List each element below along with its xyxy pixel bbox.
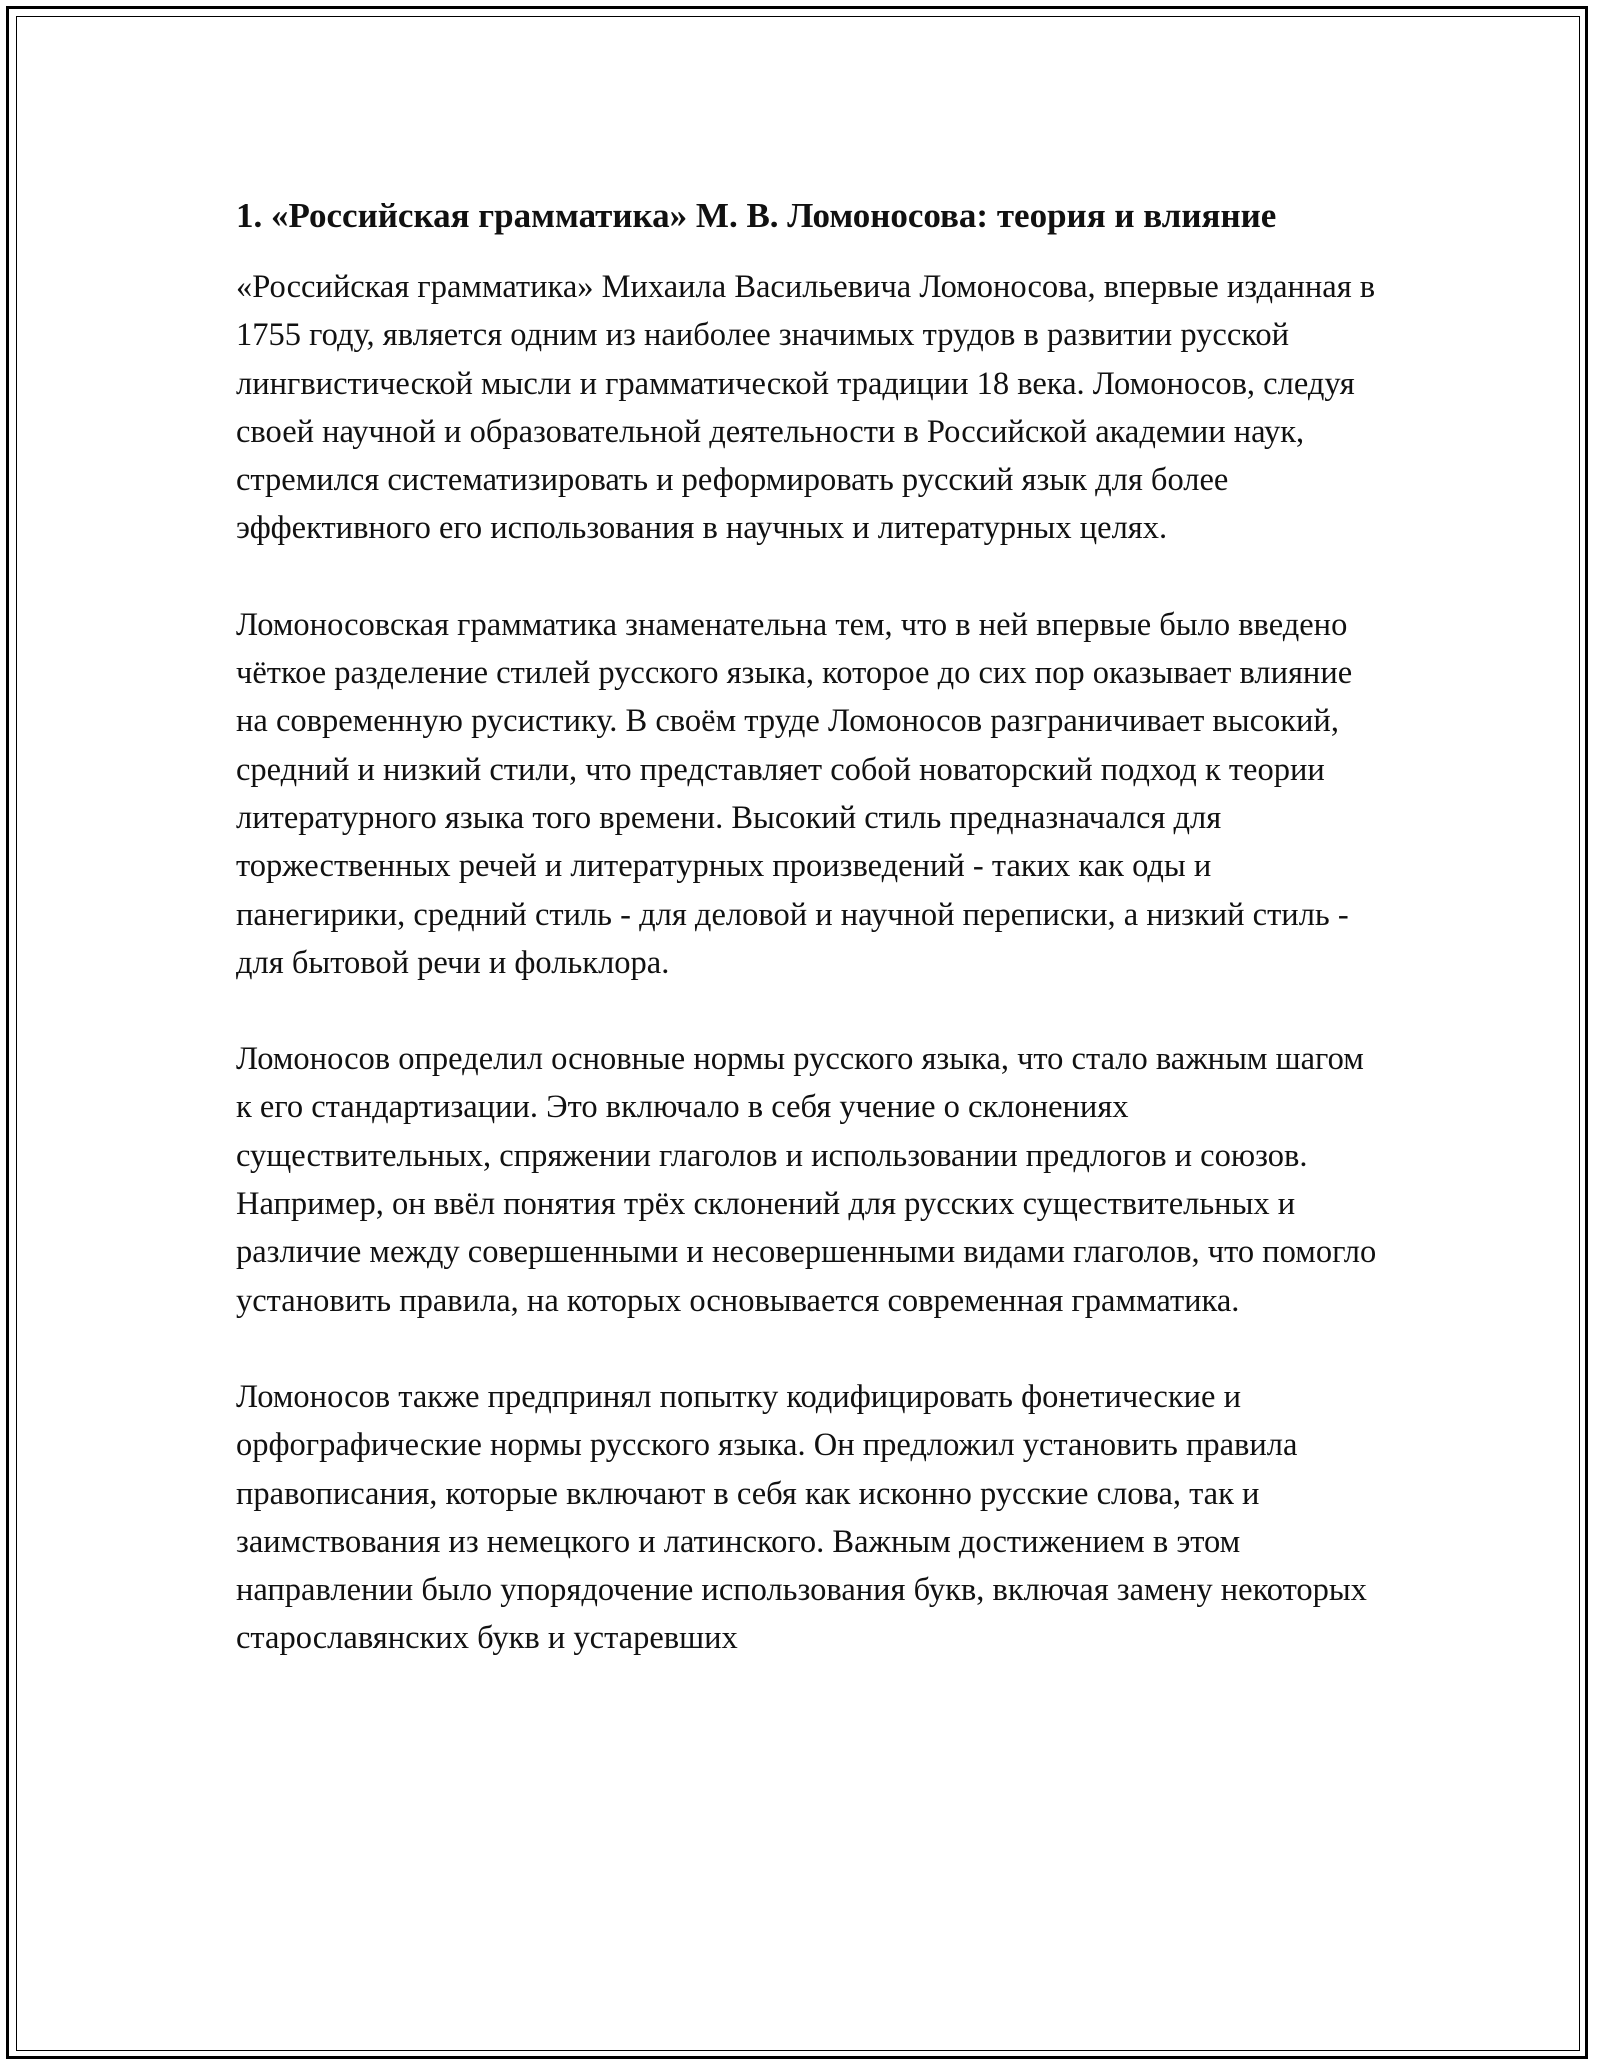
document-body	[236, 188, 1386, 1711]
paragraph-4: Ломоносов также предпринял попытку кодифицировать фонетические и орфографические нормы русского языка. Он предложил установить правила правописания, которые включают в себя как исконно русские слова, так и заимствования из немецкого и латинского. Важным достижением в этом направлении было упорядочение использования букв, включая замену некоторых старославянских букв и устаревших	[236, 1378, 1367, 1657]
section-title: 1. «Российская грамматика» М. В. Ломоносова: теория и влияние	[236, 196, 1277, 235]
paragraph-3: Ломоносов определил основные нормы русского языка, что стало важным шагом к его стандартизации. Это включало в себя учение о склонениях существительных, спряжении глаголов и использовании предлогов и союзов. Например, он ввёл понятия трёх склонений для русских существительных и различие между совершенными и несовершенными видами глаголов, что помогло установить правила, на которых основывается современная грамматика.	[236, 1041, 1377, 1319]
paragraph-2: Ломоносовская грамматика знаменательна тем, что в ней впервые было введено чёткое разделение стилей русского языка, которое до сих пор оказывает влияние на современную русистику. В своём труде Ломоносов разграничивает высокий, средний и низкий стили, что представляет собой новаторский подход к теории литературного языка того времени. Высокий стиль предназначался для торжественных речей и литературных произведений - таких как оды и панегирики, средний стиль - для деловой и научной переписки, а низкий стиль - для бытовой речи и фольклора.	[236, 606, 1353, 981]
paragraph-1: «Российская грамматика» Михаила Васильевича Ломоносова, впервые изданная в 1755 году, является одним из наиболее значимых трудов в развитии русской лингвистической мысли и грамматической традиции 18 века. Ломоносов, следуя своей научной и образовательной деятельности в Российской академии наук, стремился систематизировать и реформировать русский язык для более эффективного его использования в научных и литературных целях.	[236, 269, 1376, 547]
